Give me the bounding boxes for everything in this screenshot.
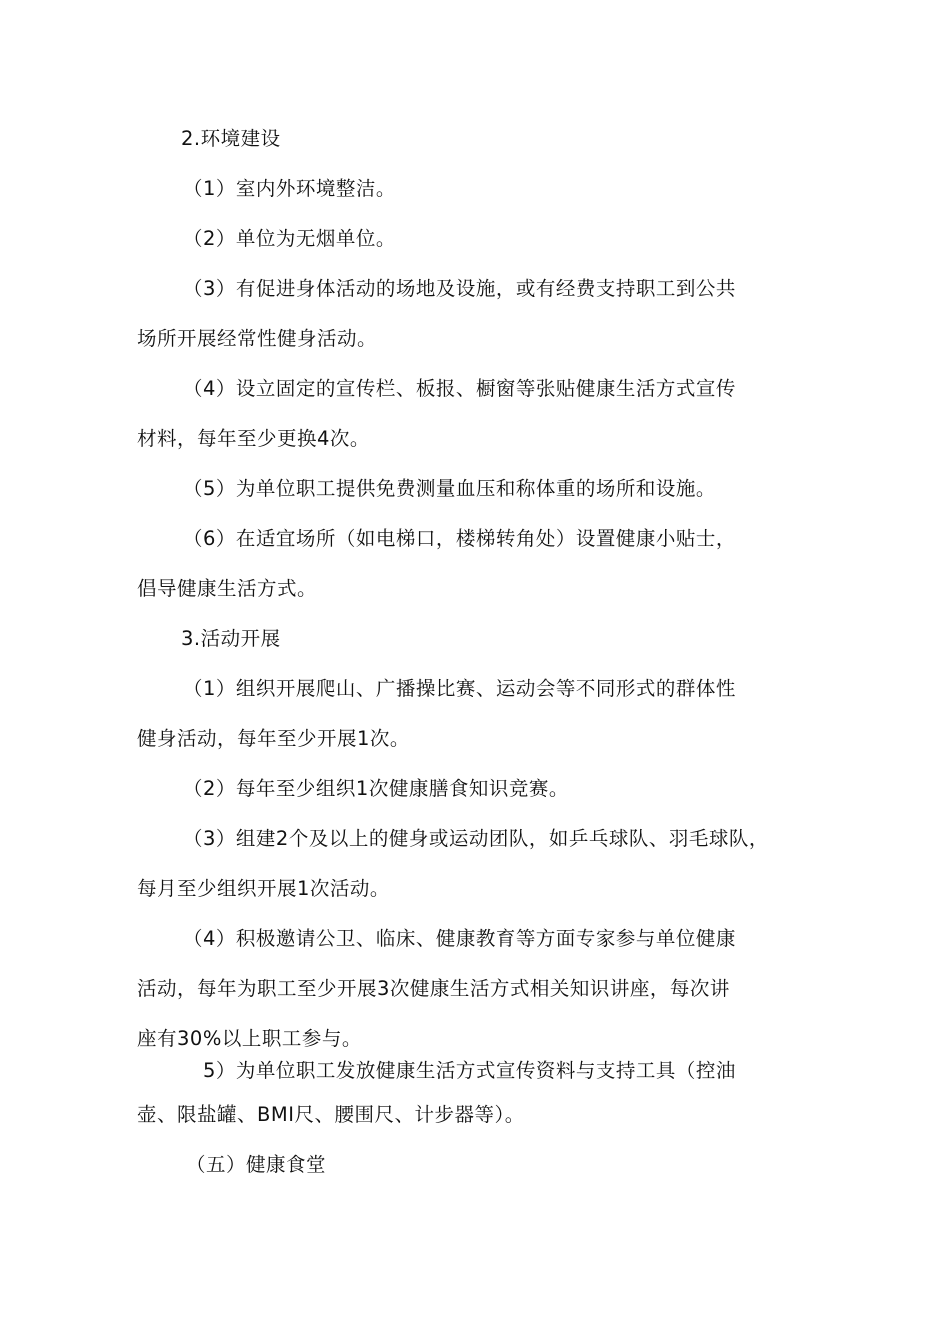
paragraph-line: （2）单位为无烟单位。 [183,227,396,250]
paragraph-line: 座有30%以上职工参与。 [137,1027,362,1050]
paragraph-line: （3）有促进身体活动的场地及设施，或有经费支持职工到公共 [183,277,736,300]
paragraph-line: 活动，每年为职工至少开展3次健康生活方式相关知识讲座，每次讲 [137,977,730,1000]
paragraph-line: 材料，每年至少更换4次。 [137,427,370,450]
paragraph-line: （4）设立固定的宣传栏、板报、橱窗等张贴健康生活方式宣传 [183,377,736,400]
paragraph-line: （6）在适宜场所（如电梯口，楼梯转角处）设置健康小贴士， [183,527,736,550]
paragraph-line: （1）组织开展爬山、广播操比赛、运动会等不同形式的群体性 [183,677,736,700]
paragraph-line: 倡导健康生活方式。 [137,577,318,600]
section-heading-environment: 2.环境建设 [181,127,281,150]
paragraph-line: （3）组建2个及以上的健身或运动团队，如乒乓球队、羽毛球队， [183,827,769,850]
paragraph-line: （1）室内外环境整洁。 [183,177,396,200]
section-heading-activities: 3.活动开展 [181,627,281,650]
paragraph-line: 壶、限盐罐、BMI尺、腰围尺、计步器等）。 [137,1103,525,1126]
section-heading-healthy-canteen: （五）健康食堂 [186,1153,327,1176]
paragraph-line: 5）为单位职工发放健康生活方式宣传资料与支持工具（控油 [203,1059,736,1082]
paragraph-line: 每月至少组织开展1次活动。 [137,877,390,900]
paragraph-line: 健身活动，每年至少开展1次。 [137,727,410,750]
paragraph-line: （5）为单位职工提供免费测量血压和称体重的场所和设施。 [183,477,716,500]
paragraph-line: （2）每年至少组织1次健康膳食知识竞赛。 [183,777,569,800]
paragraph-line: 场所开展经常性健身活动。 [137,327,378,350]
paragraph-line: （4）积极邀请公卫、临床、健康教育等方面专家参与单位健康 [183,927,736,950]
